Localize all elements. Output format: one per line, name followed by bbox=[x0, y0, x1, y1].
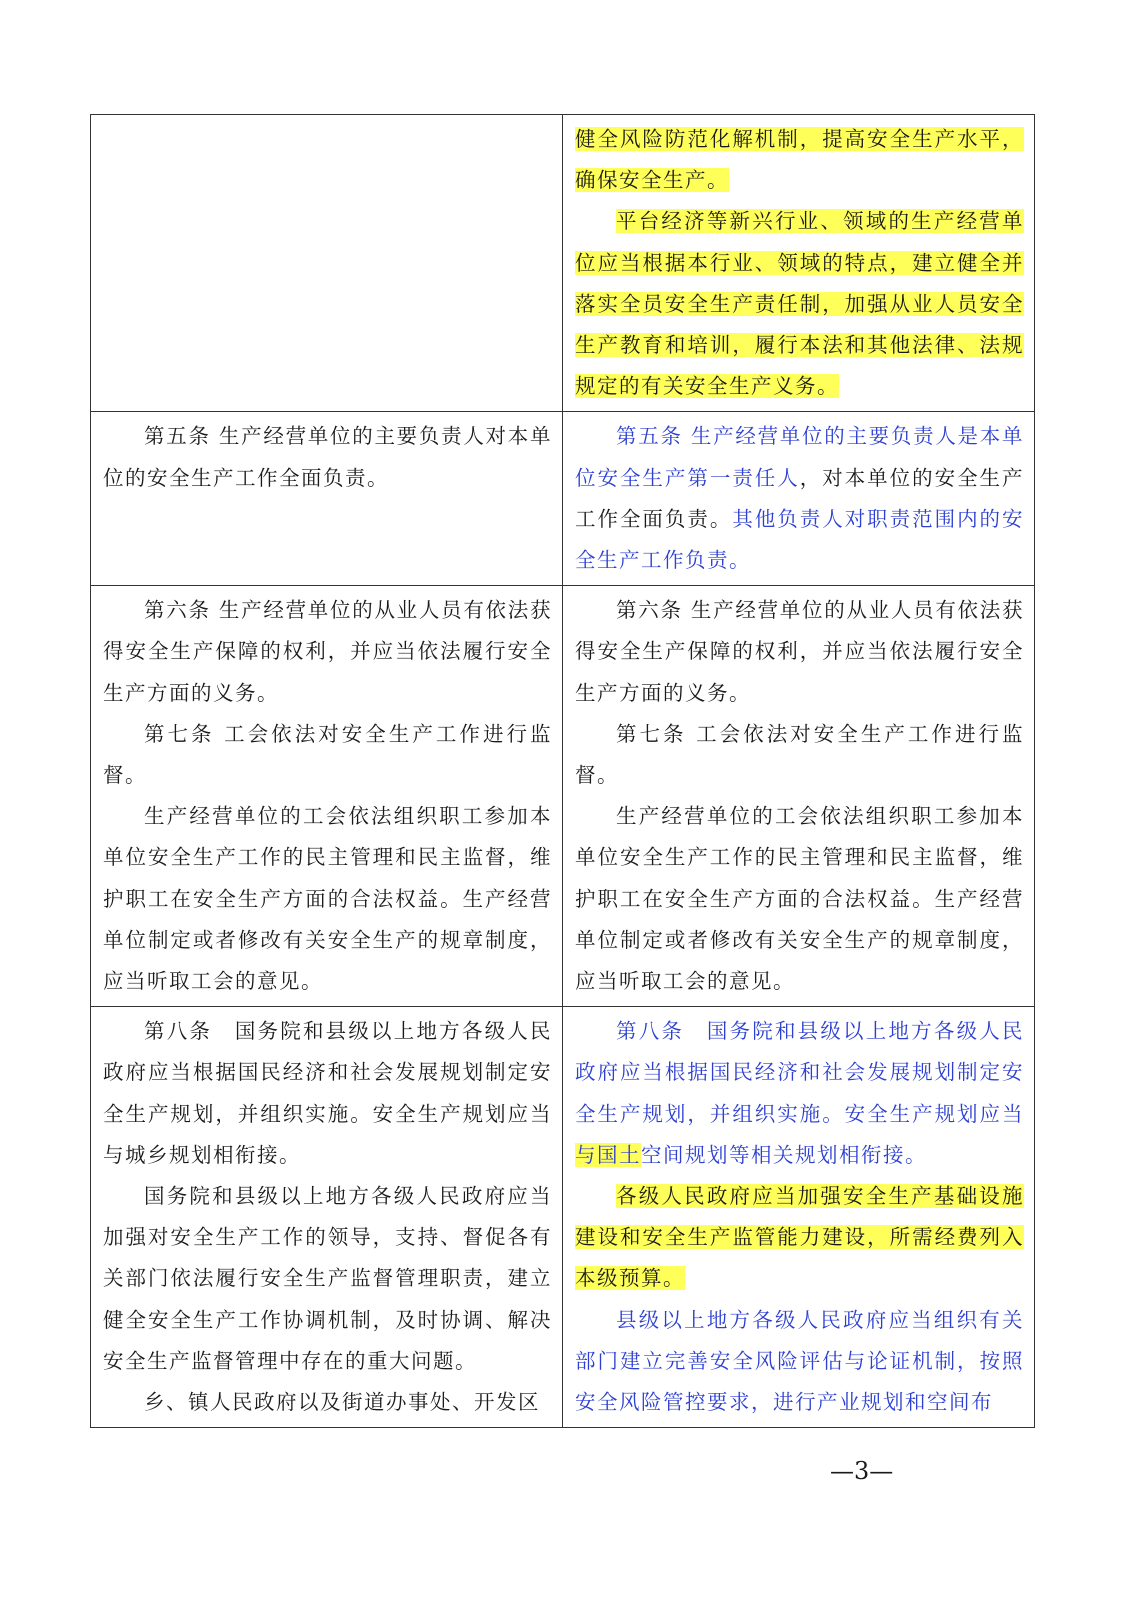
table-row bbox=[91, 586, 1035, 1007]
table-row bbox=[91, 1007, 1035, 1428]
paragraph: 第五条 生产经营单位的主要负责人对本单位的安全生产工作全面负责。 bbox=[103, 424, 552, 490]
paragraph: 第六条 生产经营单位的从业人员有依法获得安全生产保障的权利，并应当依法履行安全生产方面的义务。 bbox=[575, 598, 1024, 705]
paragraph: 第五条 生产经营单位的主要负责人是本单位安全生产第一责任人，对本单位的安全生产工作全面负责。其他负责人对职责范围内的安全生产工作负责。 bbox=[575, 424, 1025, 573]
paragraph: 第七条 工会依法对安全生产工作进行监督。 bbox=[575, 721, 1024, 788]
table-row bbox=[91, 412, 1035, 586]
new-text-cell bbox=[563, 412, 1035, 586]
comparison-table bbox=[90, 114, 1035, 1428]
paragraph: 第八条 国务院和县级以上地方各级人民政府应当根据国民经济和社会发展规划制定安全生产规划，并组织实施。安全生产规划应当与城乡规划相衔接。 bbox=[103, 1019, 552, 1167]
paragraph: 第八条 国务院和县级以上地方各级人民政府应当根据国民经济和社会发展规划制定安全生产规划，并组织实施。安全生产规划应当与国土空间规划等相关规划相衔接。 bbox=[575, 1019, 1024, 1167]
new-text-cell bbox=[563, 1007, 1035, 1428]
paragraph: 国务院和县级以上地方各级人民政府应当加强对安全生产工作的领导，支持、督促各有关部门依法履行安全生产监督管理职责，建立健全安全生产工作协调机制，及时协调、解决安全生产监督管理中存在的重大问题。 bbox=[103, 1184, 552, 1373]
paragraph: 生产经营单位的工会依法组织职工参加本单位安全生产工作的民主管理和民主监督，维护职工在安全生产方面的合法权益。生产经营单位制定或者修改有关安全生产的规章制度，应当听取工会的意见。 bbox=[103, 804, 552, 994]
paragraph: 各级人民政府应当加强安全生产基础设施建设和安全生产监管能力建设，所需经费列入本级预算。 bbox=[575, 1184, 1024, 1291]
paragraph: 县级以上地方各级人民政府应当组织有关部门建立完善安全风险评估与论证机制，按照安全风险管控要求，进行产业规划和空间布 bbox=[575, 1307, 1024, 1415]
paragraph: 乡、镇人民政府以及街道办事处、开发区 bbox=[144, 1390, 540, 1415]
paragraph: 第六条 生产经营单位的从业人员有依法获得安全生产保障的权利，并应当依法履行安全生产方面的义务。 bbox=[103, 598, 552, 705]
new-text-cell bbox=[563, 586, 1035, 1007]
old-text-cell bbox=[91, 115, 563, 412]
old-text-cell bbox=[91, 586, 563, 1007]
page-number: —3— bbox=[830, 1457, 894, 1485]
paragraph: 健全风险防范化解机制，提高安全生产水平，确保安全生产。 bbox=[575, 127, 1024, 193]
old-text-cell bbox=[91, 1007, 563, 1428]
table-row bbox=[91, 115, 1035, 412]
new-text-cell bbox=[563, 115, 1035, 412]
paragraph: 平台经济等新兴行业、领域的生产经营单位应当根据本行业、领域的特点，建立健全并落实全员安全生产责任制，加强从业人员安全生产教育和培训，履行本法和其他法律、法规规定的有关安全生产义务。 bbox=[575, 209, 1024, 399]
paragraph: 生产经营单位的工会依法组织职工参加本单位安全生产工作的民主管理和民主监督，维护职工在安全生产方面的合法权益。生产经营单位制定或者修改有关安全生产的规章制度，应当听取工会的意见。 bbox=[575, 804, 1024, 994]
paragraph: 第七条 工会依法对安全生产工作进行监督。 bbox=[103, 721, 552, 788]
old-text-cell bbox=[91, 412, 563, 586]
